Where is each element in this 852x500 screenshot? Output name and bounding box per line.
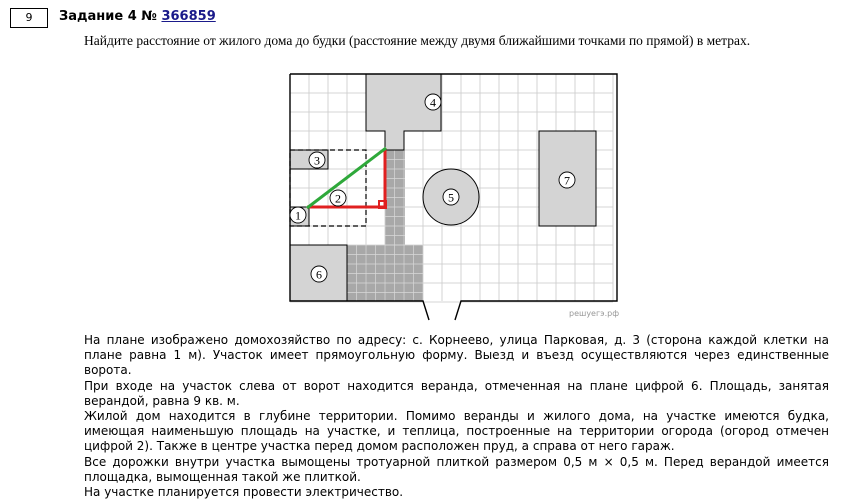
label-5: 5 <box>448 190 454 205</box>
paragraph-4: Все дорожки внутри участка вымощены тротуарной плиткой размером 0,5 м × 0,5 м. Перед верандой имеется площадка, вымощенная такой же плиткой. <box>84 454 829 484</box>
task-title-prefix: Задание 4 № <box>59 9 157 24</box>
label-3: 3 <box>314 153 320 168</box>
label-4: 4 <box>430 95 436 110</box>
label-2: 2 <box>335 191 341 206</box>
label-1: 1 <box>295 208 301 223</box>
label-7: 7 <box>564 173 570 188</box>
task-question: Найдите расстояние от жилого дома до будки (расстояние между двумя ближайшими точками по прямой) в метрах. <box>84 33 751 48</box>
label-6: 6 <box>316 267 322 282</box>
task-number-box: 9 <box>10 8 48 28</box>
paragraph-1: На плане изображено домохозяйство по адресу: с. Корнеево, улица Парковая, д. 3 (сторона каждой клетки на плане равна 1 м). Участок имеет прямоугольную форму. Выезд и въезд осуществляются через единственные ворота. <box>84 333 829 378</box>
paragraph-2: При входе на участок слева от ворот находится веранда, отмеченная на плане цифрой 6. Площадь, занятая верандой, равна 9 кв. м. <box>84 378 829 408</box>
task-description <box>84 333 829 500</box>
watermark: решуегэ.рф <box>569 309 620 318</box>
task-id-link[interactable]: 366859 <box>161 9 216 24</box>
paragraph-5: На участке планируется провести электричество. <box>84 485 404 500</box>
paragraph-3: Жилой дом находится в глубине территории. Помимо веранды и жилого дома, на участке имеются будка, имеющая наименьшую площадь на участке, и теплица, построенные на территории огорода (огород отмечен цифрой 2). Также в центре участка перед домом расположен пруд, а справа от него гараж. <box>84 409 829 454</box>
